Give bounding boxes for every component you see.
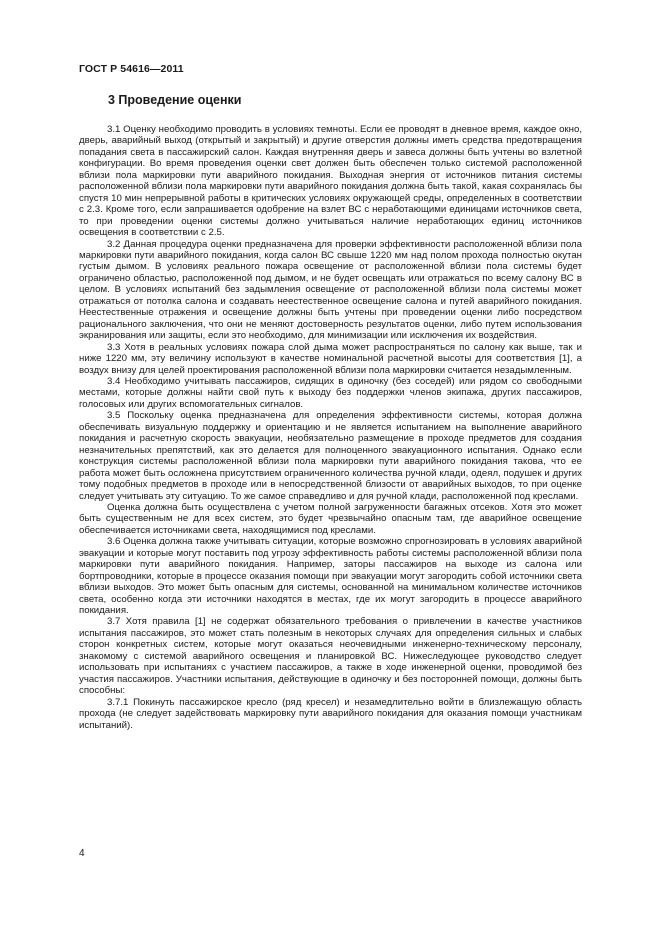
paragraph-3-5-continued: Оценка должна быть осуществлена с учетом полной загруженности багажных отсеков. Хотя это может быть существенным не для всех систем, это будет чрезвычайно опасным там, где аварийное освещение обеспечивается источниками света, находящимися под креслами.	[79, 501, 582, 536]
paragraph-3-2: 3.2 Данная процедура оценки предназначена для проверки эффективности расположенной вблизи пола маркировки пути аварийного покидания, когда салон ВС свыше 1220 мм над полом прохода полностью окутан густым дымом. В условиях реального пожара освещение от расположенной вблизи пола системы будет ограничено областью, расположенной под дымом, и не будет освещать или отражаться по всему салону ВС в целом. В условиях испытаний без задымления освещение от расположенной вблизи пола системы может отражаться от потолка салона и создавать неестественное освещение салона и путей аварийного покидания. Неестественные отражения и освещение должны быть учтены при проведении оценки либо посредством рационального заключения, что они не меняют достоверность результатов оценки, либо путем использования экранирования или защиты, если это необходимо, для минимизации или исключения их воздействия.	[79, 238, 582, 342]
document-code: ГОСТ Р 54616—2011	[79, 63, 184, 75]
paragraph-3-7: 3.7 Хотя правила [1] не содержат обязательного требования о привлечении в качестве участников испытания пассажиров, это может стать полезным в некоторых случаях для определения сильных и слабых сторон конкретных систем, которые могут оказаться неочевидными инженерно-техническому персоналу, знакомому с системой аварийного освещения и планировкой ВС. Нижеследующее руководство следует использовать при испытаниях с участием пассажиров, а также в ходе инженерной оценки, проводимой без участия пассажиров. Участники испытания, действующие в одиночку и без посторонней помощи, должны быть способны:	[79, 616, 582, 697]
document-body	[79, 124, 582, 731]
paragraph-3-3: 3.3 Хотя в реальных условиях пожара слой дыма может распространяться по салону как выше, так и ниже 1220 мм, эту величину используют в качестве номинальной расчетной высоты для соответствия [1], а воздух внизу для целей проектирования расположенной вблизи пола маркировки считается незадымленным.	[79, 341, 582, 376]
paragraph-3-6: 3.6 Оценка должна также учитывать ситуации, которые возможно спрогнозировать в условиях аварийной эвакуации и которые могут поставить под угрозу эффективность работы системы расположенной вблизи пола маркировки пути аварийного покидания. Например, заторы пассажиров на выходе из салона или бортпроводники, которые в процессе оказания помощи при эвакуации могут загородить собой источники света вблизи выходов. Это может быть опасным для системы, основанной на минимальном количестве источников света, особенно когда эти источники находятся в местах, где их могут загородить в процессе аварийного покидания.	[79, 536, 582, 617]
page-number: 4	[79, 848, 85, 859]
paragraph-3-1: 3.1 Оценку необходимо проводить в условиях темноты. Если ее проводят в дневное время, каждое окно, дверь, аварийный выход (открытый и закрытый) и другие отверстия должны иметь средства предотвращения попадания света в пассажирский салон. Каждая внутренняя дверь и завеса должны быть учтены во взлетной конфигурации. Во время проведения оценки свет должен быть обеспечен только системой расположенной вблизи пола маркировки пути аварийного покидания. Выходная энергия от источников питания системы расположенной вблизи пола маркировки пути аварийного покидания должна быть такой, какая сохранялась бы спустя 10 мин непрерывной работы в критических условиях окружающей среды, определенных в соответствии с 2.3. Кроме того, если запрашивается одобрение на взлет ВС с неработающими единицами источников света, то при проведении оценки системы должно учитываться наличие неработающих единиц источников освещения в соответствии с 2.5.	[79, 124, 582, 239]
section-title: 3 Проведение оценки	[108, 93, 242, 107]
paragraph-3-5: 3.5 Поскольку оценка предназначена для определения эффективности системы, которая должна обеспечивать визуальную поддержку и ориентацию и не является испытанием на выполнение аварийного покидания и расчетную скорость эвакуации, необязательно размещение в проходе предметов для создания незначительных препятствий, как это делается для полноценного эвакуационного испытания. Однако если конструкция системы расположенной вблизи пола маркировки пути аварийного покидания такова, что ее работа может быть осложнена присутствием ограниченного количества ручной клади, одеял, подушек и других тому подобных предметов в проходе или в непосредственной близости от аварийных выходов, то при оценке следует учитывать эту ситуацию. То же самое справедливо и для ручной клади, расположенной под креслами.	[79, 410, 582, 502]
paragraph-3-7-1: 3.7.1 Покинуть пассажирское кресло (ряд кресел) и незамедлительно войти в близлежащую область прохода (не следует задействовать маркировку пути аварийного покидания для оказания помощи участникам испытаний).	[79, 696, 582, 731]
paragraph-3-4: 3.4 Необходимо учитывать пассажиров, сидящих в одиночку (без соседей) или рядом со свободными местами, которые должны найти свой путь к выходу без поддержки членов экипажа, других пассажиров, голосовых или других вспомогательных сигналов.	[79, 375, 582, 410]
